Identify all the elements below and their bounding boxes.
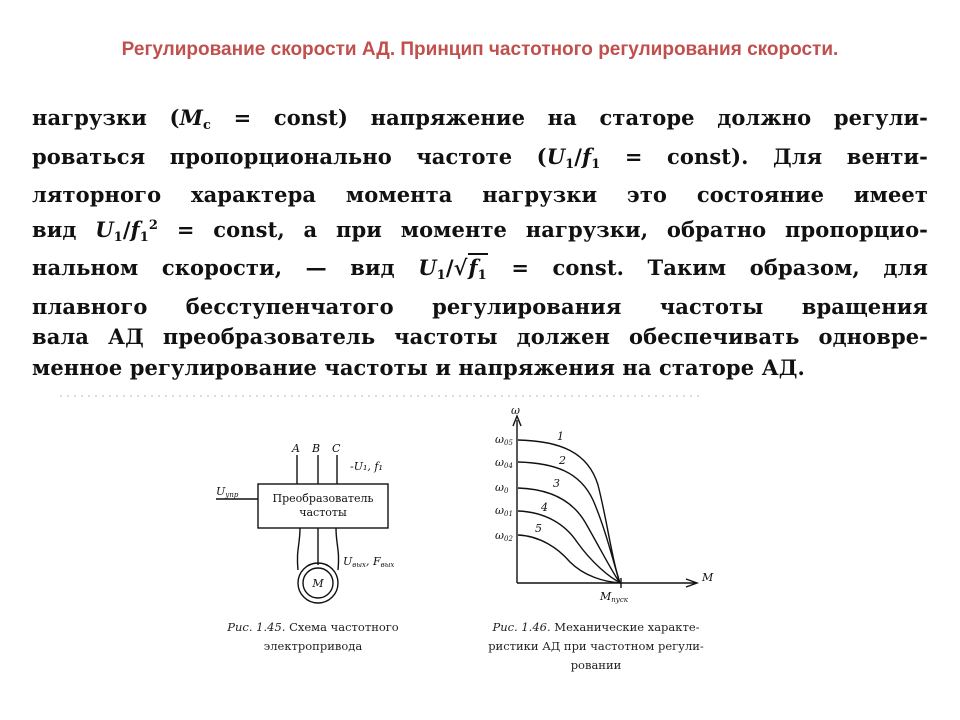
converter-label-line2: частоты (299, 506, 347, 519)
output-wire-3 (336, 528, 339, 570)
text-line-5: нальном скорости, — вид $U_1/√f_1$ = const. Таким образом, для (32, 255, 928, 283)
start-torque-label: Mпуск (600, 590, 628, 604)
phase-b-label: B (312, 442, 321, 455)
text-line-1: нагрузки ($M_c$ = const) напряжение на статоре должно регули- (32, 105, 928, 133)
curve-label-2: 2 (559, 454, 566, 467)
text-line-7: вала АД преобразователь частоты должен обеспечивать одновре- (32, 324, 928, 349)
text-line-8: менное регулирование частоты и напряжения на статоре АД. (32, 354, 805, 380)
converter-label-line1: Преобразователь (272, 492, 374, 505)
control-voltage-label: Uупр (216, 485, 239, 499)
x-axis-label: M (702, 571, 714, 584)
y-tick-label: ω05 (495, 433, 513, 447)
curve-2 (518, 462, 620, 583)
curve-label-1: 1 (557, 430, 564, 443)
curve-label-5: 5 (535, 522, 542, 535)
y-tick-label: ω02 (495, 529, 513, 543)
output-voltage-label: Uвых, Fвых (343, 555, 395, 569)
figure-drive-scheme (216, 455, 388, 603)
curve-label-3: 3 (553, 477, 560, 490)
motor-label: M (312, 577, 324, 590)
y-tick-labels (495, 433, 513, 543)
text-line-2: роваться пропорционально частоте ($U_1/f_1$ = const). Для венти- (32, 143, 928, 172)
text-line-4: вид $U_1/f_1^2$ = const, а при моменте нагрузки, обратно пропорцио- (32, 216, 928, 245)
caption-fig-1-45: Рис. 1.45. Схема частотного электропривода (227, 620, 399, 653)
slide-title: Регулирование скорости АД. Принцип частотного регулирования скорости. (121, 39, 839, 60)
text-line-6: плавного бесступенчатого регулирования частоты вращения (32, 293, 928, 319)
y-tick-label: ω04 (495, 456, 513, 470)
y-axis-label: ω (511, 404, 520, 417)
caption-fig-1-46: Рис. 1.46. Механические характе- ристики АД при частотном регули- ровании (488, 620, 704, 672)
output-wire-1 (297, 528, 300, 570)
input-voltage-label: -U₁, f₁ (350, 460, 383, 473)
curve-3 (518, 488, 620, 583)
y-tick-label: ω01 (495, 504, 513, 518)
phase-c-label: C (332, 442, 341, 455)
curve-label-4: 4 (541, 501, 548, 514)
phase-a-label: A (292, 442, 300, 455)
text-line-3: ляторного характера момента нагрузки это состояние имеет (32, 182, 928, 207)
y-tick-label: ω0 (495, 481, 509, 495)
